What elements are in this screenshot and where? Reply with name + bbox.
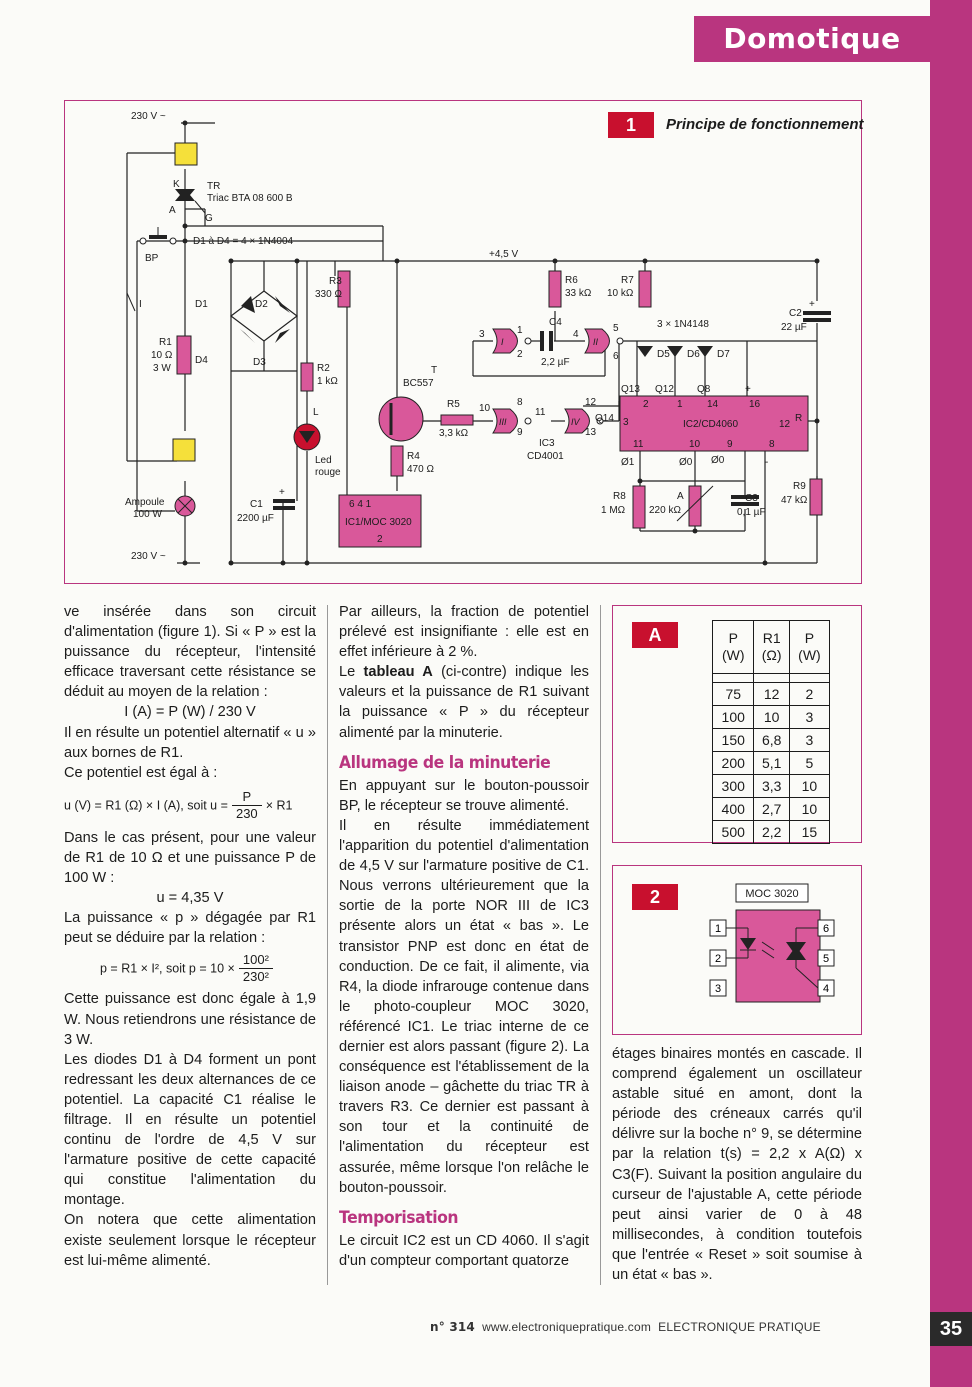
col1-paragraph-5: La puissance « p » dégagée par R1 peut se déduire par la relation : xyxy=(64,910,316,947)
label-r7-val: 10 kΩ xyxy=(607,288,634,299)
label-ic-p16: 16 xyxy=(749,399,761,410)
label-ic3: IC3 xyxy=(539,438,555,449)
col1-paragraph-1: ve insérée dans son circuit d'alimentation (figure 1). Si « P » est la puissance du récepteur, l'intensité efficace traversant cette résistance se déduit au moyen de la relation : xyxy=(64,604,316,701)
moc3020-pinout xyxy=(708,880,838,1010)
label-gate-3: III xyxy=(499,417,507,427)
label-o0b: Ø0 xyxy=(679,457,693,468)
label-q13: Q13 xyxy=(621,384,640,395)
label-k: K xyxy=(173,179,180,190)
table-spacer-row xyxy=(713,674,830,683)
label-r2: R2 xyxy=(317,363,330,374)
label-i: I xyxy=(139,299,142,310)
col2-paragraph-3: En appuyant sur le bouton-poussoir BP, le récepteur se trouve alimenté. xyxy=(339,777,589,814)
label-p10: 10 xyxy=(479,403,491,414)
label-ic-p14: 14 xyxy=(707,399,719,410)
table-header-cell: P (W) xyxy=(713,621,754,674)
label-p1: 1 xyxy=(517,325,523,336)
label-led: Led xyxy=(315,455,332,466)
label-r6-val: 33 kΩ xyxy=(565,288,592,299)
label-r3: R3 xyxy=(329,276,342,287)
text-column-3 xyxy=(612,1044,862,1285)
label-r1-w: 3 W xyxy=(153,363,171,374)
pin-3: 3 xyxy=(714,983,722,995)
pin-6: 6 xyxy=(822,923,830,935)
label-d1: D1 xyxy=(195,299,208,310)
figure-1-number: 1 xyxy=(608,112,654,138)
label-ic-p12: 12 xyxy=(779,419,791,430)
table-a-tag: A xyxy=(632,622,678,648)
label-p12: 12 xyxy=(585,397,597,408)
label-r2-val: 1 kΩ xyxy=(317,376,338,387)
table-row: 150 6,8 3 xyxy=(713,729,830,752)
label-tr: TR xyxy=(207,181,221,192)
col2-paragraph-5: Le circuit IC2 est un CD 4060. Il s'agit d'un compteur comportant quatorze xyxy=(339,1232,589,1269)
label-c1: C1 xyxy=(250,499,263,510)
label-r1: R1 xyxy=(159,337,172,348)
label-mains-top: 230 V ~ xyxy=(131,111,166,122)
label-moc: IC1/MOC 3020 xyxy=(345,517,412,528)
label-g: G xyxy=(205,213,213,224)
label-d6: D6 xyxy=(687,349,700,360)
section-title: Domotique xyxy=(694,16,930,62)
label-r1-val: 10 Ω xyxy=(151,350,173,361)
label-p5: 5 xyxy=(613,323,619,334)
table-row: 400 2,7 10 xyxy=(713,798,830,821)
pin-1: 1 xyxy=(714,923,722,935)
magenta-side-band xyxy=(930,0,972,1387)
table-row: 75 12 2 xyxy=(713,683,830,706)
label-triac-type: Triac BTA 08 600 B xyxy=(207,193,293,204)
label-ic-p3: 3 xyxy=(623,417,629,428)
label-lamp: Ampoule xyxy=(125,497,165,508)
label-p9: 9 xyxy=(517,427,523,438)
label-r9: R9 xyxy=(793,481,806,492)
schematic-drawing xyxy=(65,101,863,585)
label-r: R xyxy=(795,413,803,424)
label-l: L xyxy=(313,407,319,418)
label-gate-4: IV xyxy=(571,417,580,427)
label-bp: BP xyxy=(145,253,159,264)
equation-current: I (A) = P (W) / 230 V xyxy=(124,704,256,721)
label-p13: 13 xyxy=(585,427,597,438)
label-a-val: 220 kΩ xyxy=(649,505,681,516)
label-o1: Ø1 xyxy=(621,457,635,468)
table-header-cell: P (W) xyxy=(789,621,829,674)
figure-2-number: 2 xyxy=(632,884,678,910)
figure-1-title: Principe de fonctionnement xyxy=(666,116,864,133)
label-q14: Q14 xyxy=(595,413,614,424)
label-p4: 4 xyxy=(573,329,579,340)
label-c4: C4 xyxy=(549,317,562,328)
label-r9-val: 47 kΩ xyxy=(781,495,808,506)
col1-paragraph-3: Ce potentiel est égal à : xyxy=(64,764,218,781)
heading-temporisation: Temporisation xyxy=(339,1207,459,1228)
column-divider-2 xyxy=(600,605,601,1285)
label-lamp-w: 100 W xyxy=(133,509,162,520)
label-t: T xyxy=(431,365,438,376)
col1-paragraph-7: Les diodes D1 à D4 forment un pont redressant les deux alternances de ce potentiel. La capacité C1 réalise le filtrage. Il en résulte un potentiel continu de l'ordre de 4,5 V sur l'armature positive de cette capacité qui constitue l'alimentation du montage. xyxy=(64,1051,316,1209)
label-ic2: IC2/CD4060 xyxy=(683,419,739,430)
label-o0: Ø0 xyxy=(711,455,725,466)
label-r7: R7 xyxy=(621,275,634,286)
label-ic-p11: 11 xyxy=(633,439,644,450)
table-header-row xyxy=(713,621,830,674)
col1-paragraph-2: Il en résulte un potentiel alternatif « u » aux bornes de R1. xyxy=(64,724,316,761)
label-c2-val: 22 µF xyxy=(781,322,807,333)
label-ic-p1: 1 xyxy=(677,399,683,410)
label-r8: R8 xyxy=(613,491,626,502)
label-d3: D3 xyxy=(253,357,266,368)
label-moc-pin2: 2 xyxy=(377,534,383,545)
label-r8-val: 1 MΩ xyxy=(601,505,626,516)
table-row: 100 10 3 xyxy=(713,706,830,729)
col2-paragraph-2: Le tableau A (ci-contre) indique les valeurs et la puissance de R1 suivant la puissance « P » du récepteur alimenté par la minuterie. xyxy=(339,664,589,741)
label-r4-val: 470 Ω xyxy=(407,464,434,475)
col1-paragraph-6: Cette puissance est donc égale à 1,9 W. Nous retiendrons une résistance de 3 W. xyxy=(64,991,316,1048)
footer-url: www.electroniquepratique.com xyxy=(482,1320,652,1334)
label-q12: Q12 xyxy=(655,384,674,395)
text-column-2 xyxy=(339,602,589,1271)
label-ic-p2: 2 xyxy=(643,399,649,410)
table-row: 300 3,3 10 xyxy=(713,775,830,798)
label-c2-plus: + xyxy=(809,299,815,310)
label-d7: D7 xyxy=(717,349,730,360)
label-ic2-minus: - xyxy=(765,457,769,468)
label-c2: C2 xyxy=(789,308,802,319)
page-number: 35 xyxy=(930,1312,972,1346)
label-r6: R6 xyxy=(565,275,578,286)
label-d4: D4 xyxy=(195,355,208,366)
label-ic2-plus: + xyxy=(745,384,751,395)
column-divider-1 xyxy=(327,605,328,1285)
footer-magazine: ELECTRONIQUE PRATIQUE xyxy=(658,1320,821,1334)
col3-paragraph-1: étages binaires montés en cascade. Il comprend également un oscillateur astable situé en amont, dont la période des créneaux carrés qu'il délivre sur la boche n° 9, se détermine par la relation t(s) = 2,2 x A(Ω) x C3(F). Suivant la position angulaire du curseur de l'ajustable A, cette période peut ainsi varier de 0 à 48 millisecondes, à condition toutefois que l'entrée « Reset » soit soumise à un état « bas ». xyxy=(612,1046,862,1284)
label-led-color: rouge xyxy=(315,467,341,478)
label-ic-p8: 8 xyxy=(769,439,775,450)
col2-paragraph-1: Par ailleurs, la fraction de potentiel prélevé est insignifiante : elle est en effet inférieure à 2 %. xyxy=(339,604,589,661)
pin-4: 4 xyxy=(822,983,830,995)
label-d2: D2 xyxy=(255,299,268,310)
label-r5-val: 3,3 kΩ xyxy=(439,428,469,439)
label-r5: R5 xyxy=(447,399,460,410)
label-moc-pins: 6 4 1 xyxy=(349,499,372,510)
label-t-type: BC557 xyxy=(403,378,434,389)
page-footer: n° 314 www.electroniquepratique.com ELECTRONIQUE PRATIQUE xyxy=(430,1320,821,1334)
label-p8: 8 xyxy=(517,397,523,408)
label-diodes2: 3 × 1N4148 xyxy=(657,319,709,330)
label-c1-val: 2200 µF xyxy=(237,513,274,524)
label-diodes-note: D1 à D4 = 4 × 1N4004 xyxy=(193,236,294,247)
label-r3-val: 330 Ω xyxy=(315,289,342,300)
col1-paragraph-8: On notera que cette alimentation existe seulement lorsque le récepteur est lui-même alimenté. xyxy=(64,1212,316,1269)
label-p3: 3 xyxy=(479,329,485,340)
label-ic-p10: 10 xyxy=(689,439,701,450)
table-header-cell: R1 (Ω) xyxy=(754,621,789,674)
moc3020-title: MOC 3020 xyxy=(745,888,799,900)
label-c1-plus: + xyxy=(279,487,285,498)
label-c4-val: 2,2 µF xyxy=(541,357,570,368)
label-ic-p9: 9 xyxy=(727,439,733,450)
label-gate-2: II xyxy=(593,337,599,347)
table-a xyxy=(712,620,830,844)
table-row: 500 2,2 15 xyxy=(713,821,830,844)
equation-result: u = 4,35 V xyxy=(156,890,224,907)
label-a-pot: A xyxy=(677,491,684,502)
label-q8: Q8 xyxy=(697,384,711,395)
pin-5: 5 xyxy=(822,953,830,965)
label-ic3-type: CD4001 xyxy=(527,451,564,462)
figure-1-schematic xyxy=(64,100,862,584)
label-mains-bottom: 230 V ~ xyxy=(131,551,166,562)
table-row: 200 5,1 5 xyxy=(713,752,830,775)
label-p2: 2 xyxy=(517,349,523,360)
label-c3-val: 0,1 µF xyxy=(737,507,766,518)
heading-allumage: Allumage de la minuterie xyxy=(339,752,551,773)
text-column-1 xyxy=(64,602,316,1271)
col2-paragraph-4: Il en résulte immédiatement l'apparition du potentiel d'alimentation de 4,5 V sur l'armature positive de C1. Nous verrons ultérieurement que la sortie de la porte NOR III de IC3 présente alors un état « bas ». Le transistor PNP est donc en état de conduction. De ce fait, il alimente, via R4, la diode infrarouge contenue dans le photo-coupleur MOC 3020, référencé IC1. Le triac interne de ce dernier est alors passant (figure 2). La conséquence est l'établissement de la liaison anode – gâchette du triac TR à travers R3. Ce dernier est passant à son tour et la continuité de l'alimentation du récepteur est assurée, même lorsque l'on relâche le bouton-poussoir. xyxy=(339,817,589,1196)
label-p11: 11 xyxy=(535,407,546,418)
col1-paragraph-4: Dans le cas présent, pour une valeur de R1 de 10 Ω et une puissance P de 100 W : xyxy=(64,829,316,887)
label-d5: D5 xyxy=(657,349,670,360)
label-gate-1: I xyxy=(501,337,504,347)
label-v45: +4,5 V xyxy=(489,249,519,260)
pin-2: 2 xyxy=(714,953,722,965)
label-a: A xyxy=(169,205,176,216)
label-c3: C3 xyxy=(745,493,758,504)
equation-power: p = R1 × I², soit p = 10 × $\frac{\text{100²}}{\text{230²}}$ xyxy=(100,952,316,985)
label-r4: R4 xyxy=(407,451,420,462)
label-p6: 6 xyxy=(613,351,619,362)
equation-voltage: u (V) = R1 (Ω) × I (A), soit u = $\frac{P}{230}$ × R1 xyxy=(64,788,293,821)
